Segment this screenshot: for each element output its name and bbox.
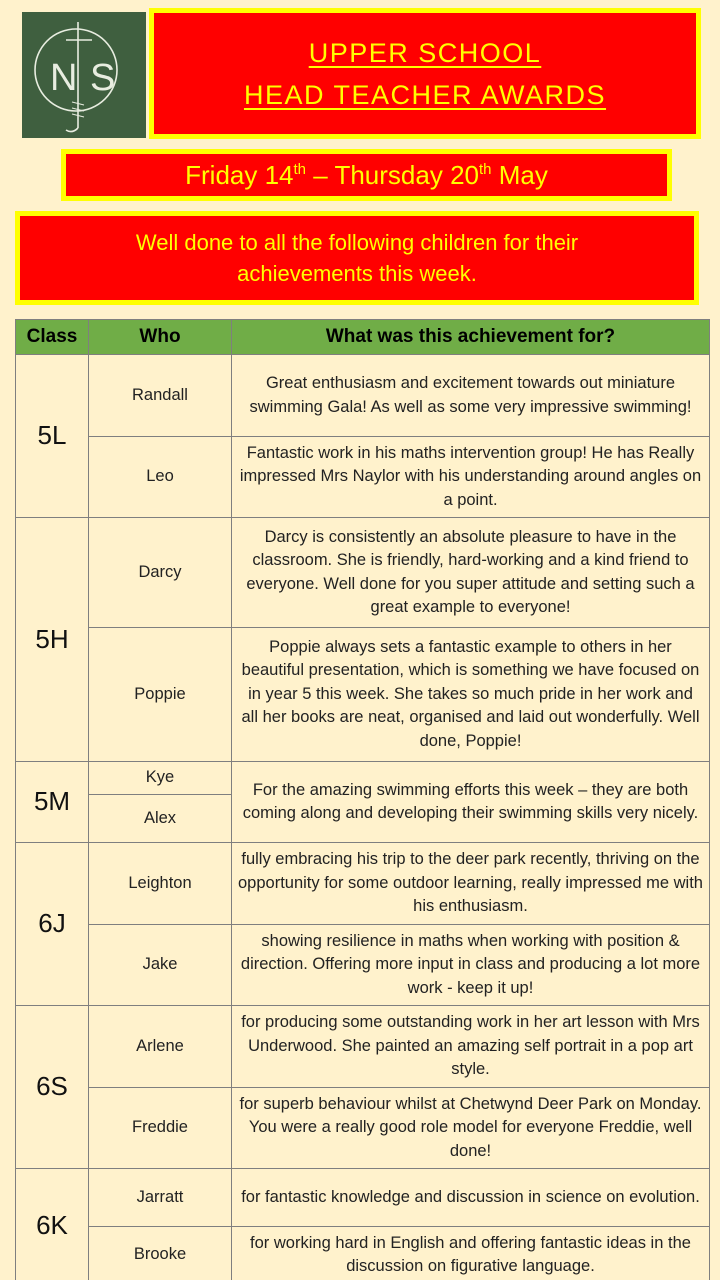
table-row bbox=[16, 628, 710, 762]
awards-table bbox=[15, 319, 710, 1280]
pupil-name-cell: Brooke bbox=[89, 1227, 232, 1280]
pupil-name-cell: Arlene bbox=[89, 1006, 232, 1088]
congratulations-banner bbox=[15, 211, 699, 305]
achievement-cell: for producing some outstanding work in her art lesson with Mrs Underwood. She painted an amazing self portrait in a pop art style. bbox=[232, 1006, 710, 1088]
pupil-name-cell: Jarratt bbox=[89, 1169, 232, 1227]
pupil-name-cell: Randall bbox=[89, 355, 232, 437]
date-start-suffix: th bbox=[293, 160, 307, 178]
date-start: Friday 14 bbox=[185, 159, 294, 190]
pupil-name-cell: Darcy bbox=[89, 518, 232, 628]
pupil-name-cell: Jake bbox=[89, 925, 232, 1006]
title-line-2: HEAD TEACHER AWARDS bbox=[243, 79, 607, 110]
table-row bbox=[16, 925, 710, 1006]
table-row bbox=[16, 355, 710, 437]
date-banner bbox=[61, 149, 672, 201]
school-crest-icon bbox=[22, 12, 146, 138]
achievement-cell: Fantastic work in his maths intervention group! He has Really impressed Mrs Naylor with his understanding around angles on a point. bbox=[232, 437, 710, 518]
title-line-1: UPPER SCHOOL bbox=[308, 37, 542, 68]
date-end: – Thursday 20 bbox=[306, 159, 479, 190]
class-cell: 6K bbox=[16, 1169, 89, 1280]
pupil-name-cell: Leighton bbox=[89, 843, 232, 925]
table-row bbox=[16, 1006, 710, 1088]
pupil-name-cell: Kye bbox=[89, 762, 232, 795]
table-row bbox=[16, 518, 710, 628]
date-month: May bbox=[491, 159, 548, 190]
date-end-suffix: th bbox=[479, 160, 492, 178]
column-header-achievement: What was this achievement for? bbox=[232, 320, 710, 355]
table-row bbox=[16, 1088, 710, 1169]
achievement-cell: fully embracing his trip to the deer park recently, thriving on the opportunity for some outdoor learning, really impressed me with his enthusiasm. bbox=[232, 843, 710, 925]
table-header-row bbox=[16, 320, 710, 355]
achievement-cell: for superb behaviour whilst at Chetwynd Deer Park on Monday. You were a really good role model for everyone Freddie, well done! bbox=[232, 1088, 710, 1169]
school-logo bbox=[22, 12, 146, 138]
achievement-cell: for fantastic knowledge and discussion in science on evolution. bbox=[232, 1169, 710, 1227]
class-cell: 5L bbox=[16, 355, 89, 518]
table-row bbox=[16, 843, 710, 925]
class-cell: 5H bbox=[16, 518, 89, 762]
column-header-class: Class bbox=[16, 320, 89, 355]
table-row bbox=[16, 437, 710, 518]
class-cell: 5M bbox=[16, 762, 89, 843]
awards-table-body bbox=[16, 355, 710, 1280]
achievement-cell: Darcy is consistently an absolute pleasure to have in the classroom. She is friendly, hard-working and a kind friend to everyone. Well done for you super attitude and setting such a great example to everyone! bbox=[232, 518, 710, 628]
congratulations-message: Well done to all the following children for their achievements this week. bbox=[135, 230, 579, 286]
pupil-name-cell: Poppie bbox=[89, 628, 232, 762]
title-banner bbox=[149, 8, 701, 139]
table-row bbox=[16, 762, 710, 795]
pupil-name-cell: Freddie bbox=[89, 1088, 232, 1169]
achievement-cell: showing resilience in maths when working with position & direction. Offering more input in class and producing a lot more work - keep it up! bbox=[232, 925, 710, 1006]
column-header-who: Who bbox=[89, 320, 232, 355]
achievement-cell: For the amazing swimming efforts this week – they are both coming along and developing their swimming skills very nicely. bbox=[232, 762, 710, 843]
table-row bbox=[16, 1227, 710, 1280]
table-row bbox=[16, 1169, 710, 1227]
achievement-cell: for working hard in English and offering fantastic ideas in the discussion on figurative language. bbox=[232, 1227, 710, 1280]
achievement-cell: Great enthusiasm and excitement towards out miniature swimming Gala! As well as some very impressive swimming! bbox=[232, 355, 710, 437]
svg-text:S: S bbox=[90, 57, 116, 99]
pupil-name-cell: Alex bbox=[89, 795, 232, 843]
svg-text:N: N bbox=[50, 57, 78, 99]
class-cell: 6J bbox=[16, 843, 89, 1006]
pupil-name-cell: Leo bbox=[89, 437, 232, 518]
achievement-cell: Poppie always sets a fantastic example to others in her beautiful presentation, which is something we have focused on in year 5 this week. She takes so much pride in her work and all her books are neat, organised and laid out wonderfully. Well done, Poppie! bbox=[232, 628, 710, 762]
date-range bbox=[185, 160, 548, 191]
class-cell: 6S bbox=[16, 1006, 89, 1169]
